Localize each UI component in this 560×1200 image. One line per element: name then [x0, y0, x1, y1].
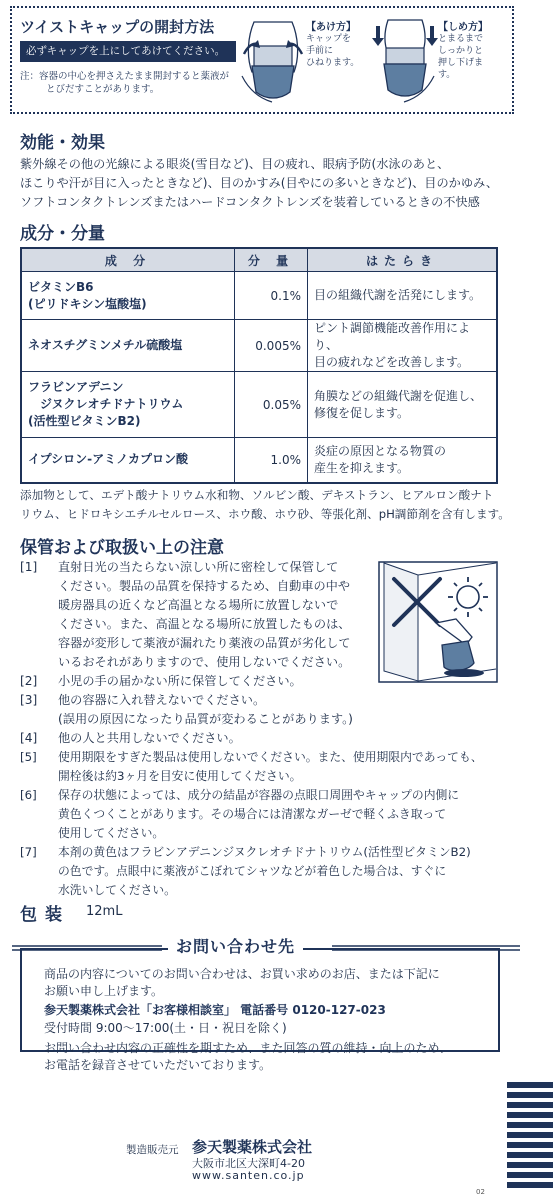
col-header-name: 成 分: [21, 248, 235, 272]
storage-item: [2] 小児の手の届かない所に保管してください。: [20, 674, 302, 688]
contact-company-phone: 参天製薬株式会社「お客様相談室」 電話番号 0120-127-023: [44, 1003, 386, 1017]
storage-item: [7] 本剤の黄色はフラビンアデニンジヌクレオチドナトリウム(活性型ビタミンB2) の色です。点眼中に薬液がこぼれてシャツなどが着色した場合は、すぐに 水洗いしてください。: [20, 845, 471, 897]
package-value: 12mL: [86, 904, 123, 919]
contact-title: お問い合わせ先: [168, 934, 303, 957]
efficacy-heading: 効能・効果: [20, 133, 105, 153]
maker-label: 製造販売元: [126, 1144, 179, 1156]
maker-address: 大阪市北区大深町4-20: [192, 1157, 305, 1170]
col-header-amount: 分 量: [235, 248, 308, 272]
table-row: [21, 272, 497, 320]
maker-name: 参天製薬株式会社: [192, 1138, 313, 1156]
col-header-function: はたらき: [308, 248, 498, 272]
table-row: [21, 438, 497, 483]
maker-url: www.santen.co.jp: [192, 1169, 305, 1182]
table-row: [21, 372, 497, 438]
ingredient-name: イプシロン-アミノカプロン酸: [21, 438, 235, 483]
package-label: 包装: [20, 905, 70, 925]
storage-item: [5] 使用期限をすぎた製品は使用しないでください。また、使用期限内であっても、 開栓後は約3ヶ月を目安に使用してください。: [20, 750, 483, 783]
ingredient-amount: 0.05%: [235, 372, 308, 438]
page-code: 02: [476, 1188, 485, 1196]
ingredient-name: ネオスチグミンメチル硫酸塩: [21, 320, 235, 372]
close-cap-icon: [372, 16, 438, 106]
twist-cap-box: [10, 6, 514, 114]
ingredient-amount: 0.005%: [235, 320, 308, 372]
table-row: [21, 320, 497, 372]
ingredient-name: ビタミンB6 (ピリドキシン塩酸塩): [21, 272, 235, 320]
contact-note: お問い合わせ内容の正確性を期すため、また回答の質の維持・向上のため、 お電話を録音させていただいております。: [44, 1041, 452, 1072]
open-cap-icon: [240, 16, 306, 106]
open-desc: キャップを 手前に ひねります。: [306, 34, 360, 68]
twist-cap-title: ツイストキャップの開封方法: [20, 18, 215, 36]
twist-cap-note: 必ずキャップを上にしてあけてください。: [20, 41, 236, 62]
ingredient-function: 目の組織代謝を活発にします。: [308, 272, 498, 320]
no-sunlight-icon: [378, 561, 498, 683]
storage-item: [3] 他の容器に入れ替えないでください。 (誤用の原因になったり品質が変わることがあります。): [20, 693, 353, 726]
barcode-stripes: [507, 1082, 553, 1192]
close-cap-illustration: [372, 16, 494, 106]
storage-item: [6] 保存の状態によっては、成分の結晶が容器の点眼口周囲やキャップの内側に 黄色くつくことがあります。その場合には清潔なガーゼで軽くふき取って 使用してください。: [20, 788, 460, 840]
table-header-row: [21, 248, 497, 272]
close-desc: とまるまで しっかりと 押し下げます。: [438, 34, 484, 80]
storage-item: [1] 直射日光の当たらない涼しい所に密栓して保管して ください。製品の品質を保持するため、自動車の中や 暖房器具の近くなど高温となる場所に放置しないで ください。また、高温となる場所に放置したものは、 容器が変形して薬液が漏れたり薬液の品質が劣化して いるおそれがありますので、使用しないでください。: [20, 560, 351, 669]
open-cap-illustration: [240, 16, 362, 106]
twist-cap-caution: 注：容器の中心を押さえたまま開封すると薬液が とびだすことがあります。: [20, 71, 230, 95]
storage-item: [4] 他の人と共用しないでください。: [20, 731, 241, 745]
ingredient-amount: 1.0%: [235, 438, 308, 483]
close-label: 【しめ方】: [438, 22, 488, 33]
ingredients-table: [20, 247, 498, 484]
storage-heading: 保管および取扱い上の注意: [20, 538, 224, 558]
ingredient-amount: 0.1%: [235, 272, 308, 320]
additives-text: 添加物として、エデト酸ナトリウム水和物、ソルビン酸、デキストラン、ヒアルロン酸ナト リウム、ヒドロキシエチルセルロース、ホウ酸、ホウ砂、等張化剤、pH調節剤を含有します。: [20, 488, 510, 521]
sunlight-warning-illustration: [378, 561, 498, 683]
contact-intro: 商品の内容についてのお問い合わせは、お買い求めのお店、または下記に お願い申し上げます。: [44, 967, 440, 998]
ingredient-function: 角膜などの組織代謝を促進し、 修復を促します。: [308, 372, 498, 438]
open-label: 【あけ方】: [306, 22, 356, 33]
efficacy-text: 紫外線その他の光線による眼炎(雪目など)、目の疲れ、眼病予防(水泳のあと、 ほこりや汗が目に入ったときなど)、目のかすみ(目やにの多いときなど)、目のかゆみ、 ソフトコンタクトレンズまたはハードコンタクトレンズを装着しているときの不快感: [20, 157, 499, 209]
ingredient-name: フラビンアデニン ジヌクレオチドナトリウム (活性型ビタミンB2): [21, 372, 235, 438]
ingredient-function: ピント調節機能改善作用により、 目の疲れなどを改善します。: [308, 320, 498, 372]
contact-hours: 受付時間 9:00～17:00(土・日・祝日を除く): [44, 1021, 287, 1035]
contact-header: [12, 934, 520, 962]
ingredient-function: 炎症の原因となる物質の 産生を抑えます。: [308, 438, 498, 483]
ingredients-heading: 成分・分量: [20, 224, 105, 244]
